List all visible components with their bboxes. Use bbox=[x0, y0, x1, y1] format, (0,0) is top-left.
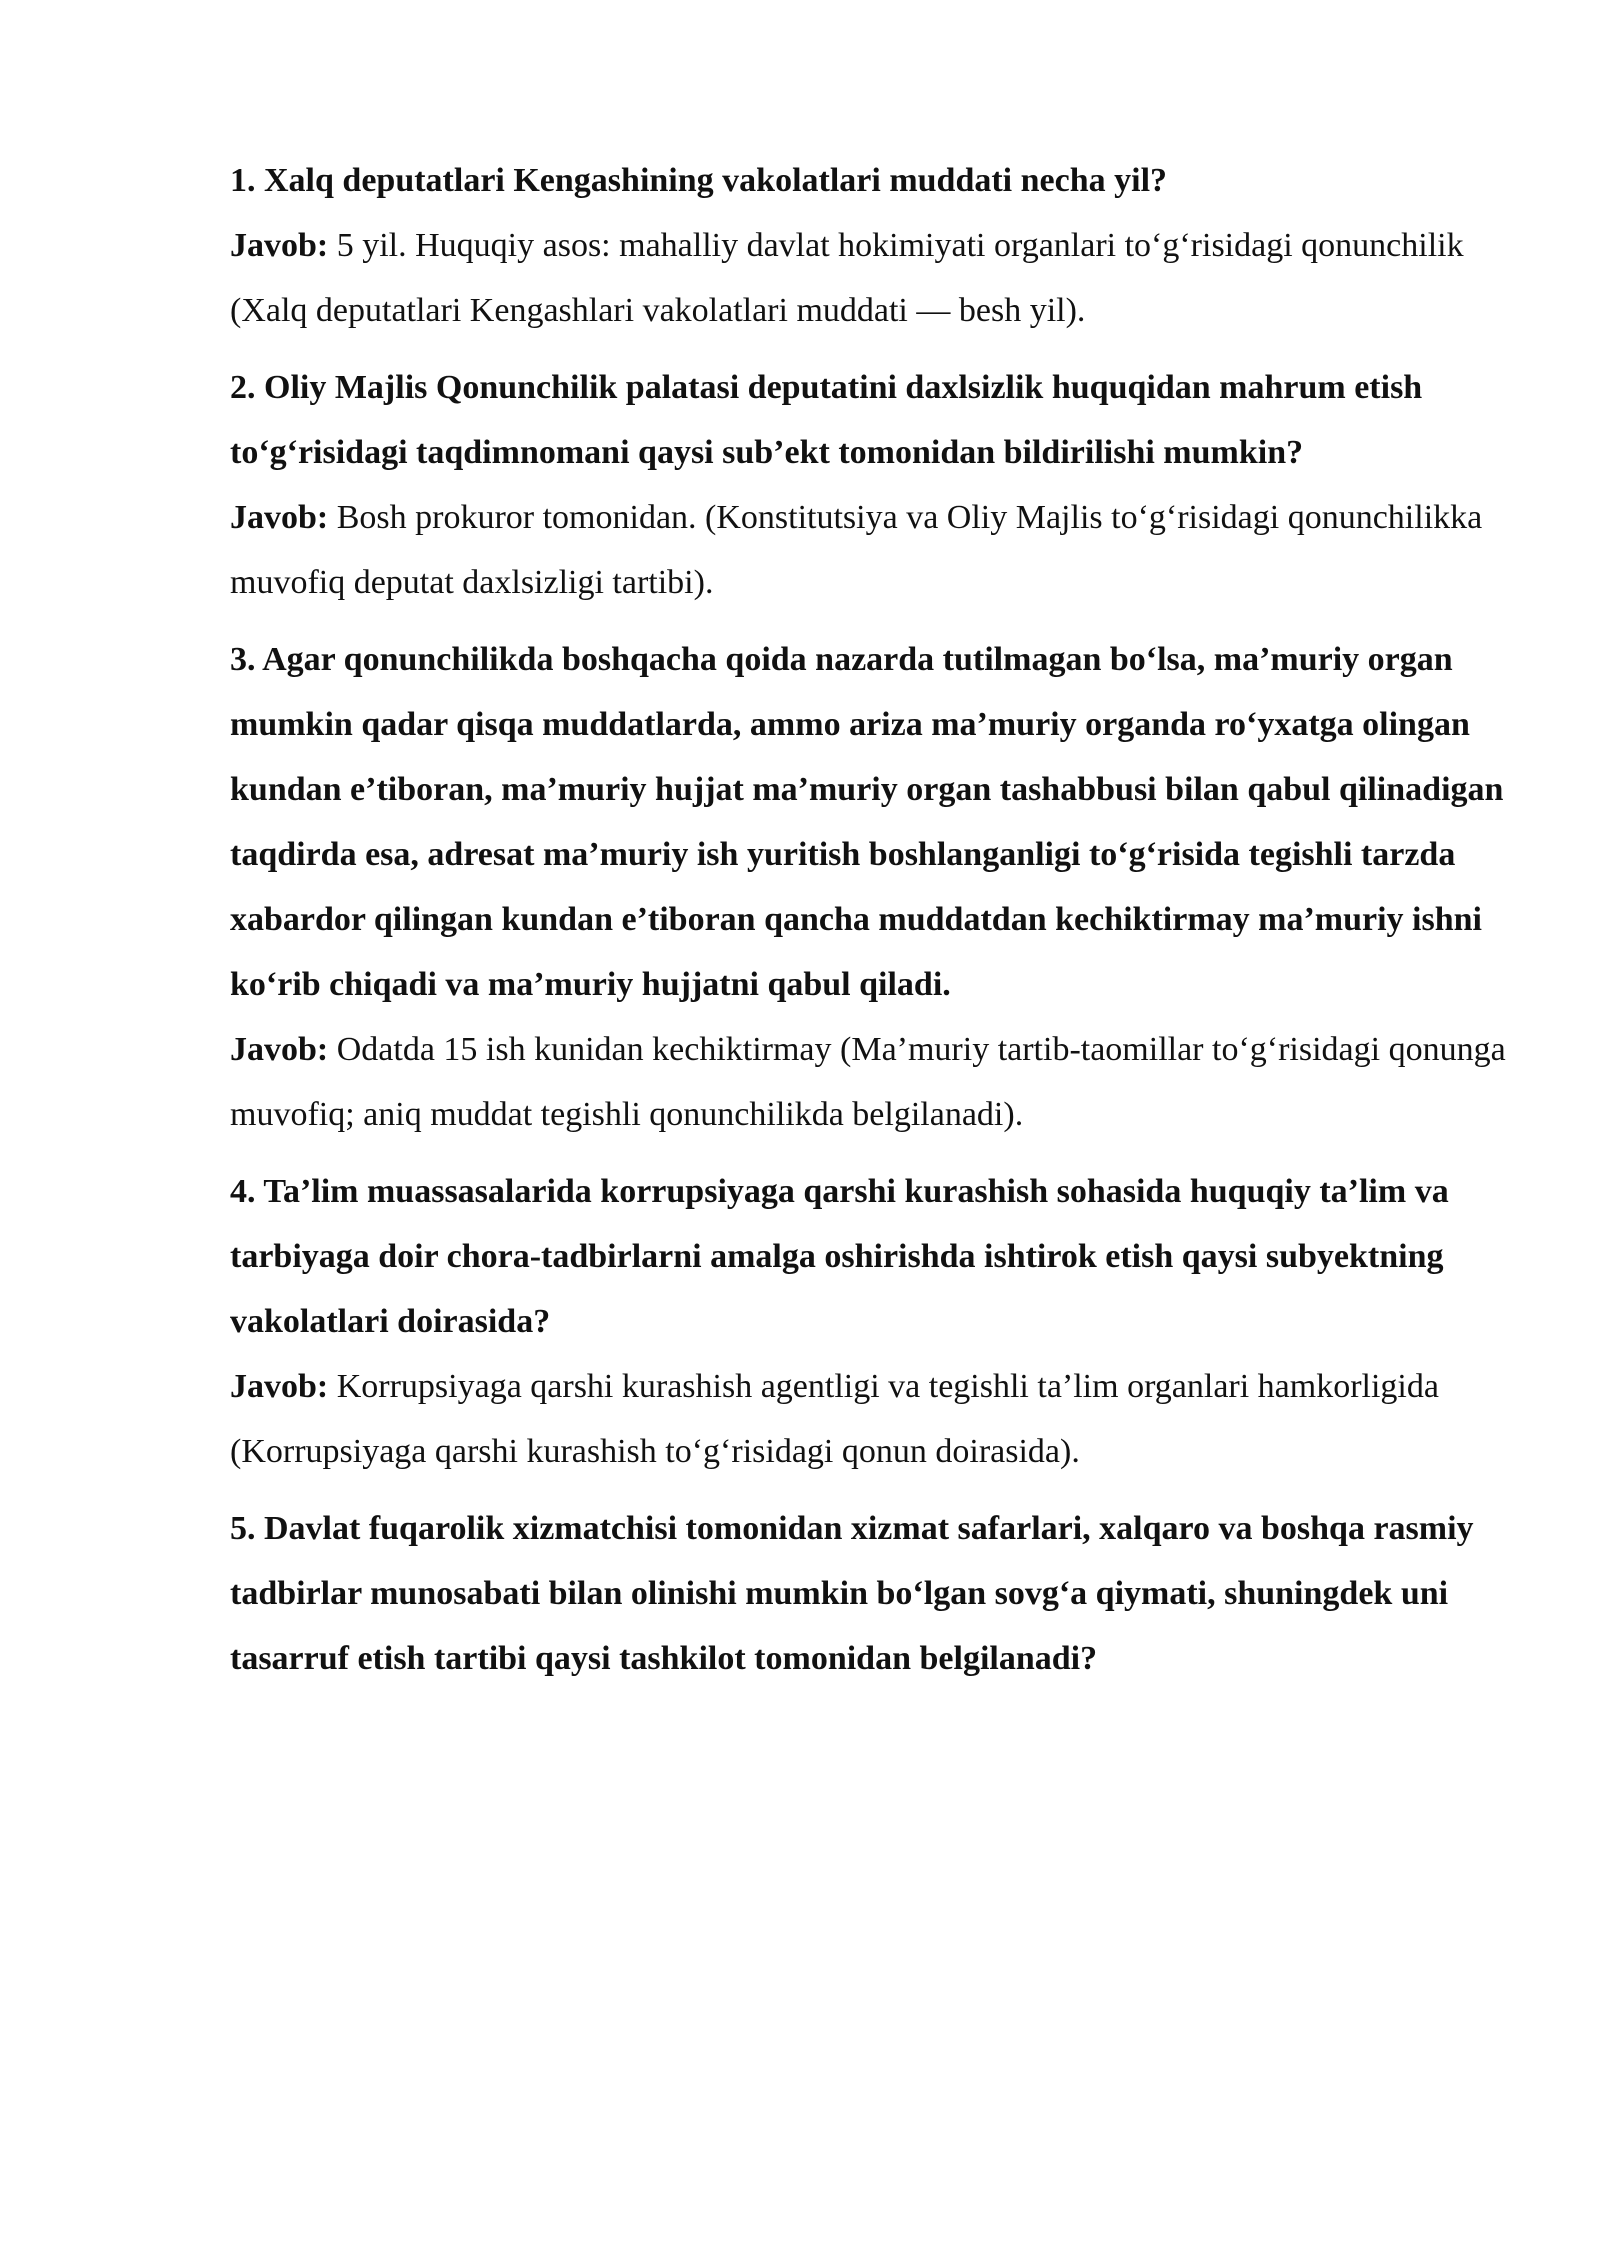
answer-2 bbox=[230, 485, 1510, 615]
answer-3 bbox=[230, 1017, 1510, 1147]
answer-text-3: Odatda 15 ish kunidan kechiktirmay (Ma’muriy tartib-taomillar to‘g‘risidagi qonunga muvofiq; aniq muddat tegishli qonunchilikda belgilanadi). bbox=[230, 1031, 1506, 1133]
question-2: 2. Oliy Majlis Qonunchilik palatasi deputatini daxlsizlik huquqidan mahrum etish to‘g‘risidagi taqdimnomani qaysi sub’ekt tomonidan bildirilishi mumkin? bbox=[230, 369, 1423, 471]
qa-item-4 bbox=[230, 1159, 1510, 1484]
answer-text-1: 5 yil. Huquqiy asos: mahalliy davlat hokimiyati organlari to‘g‘risidagi qonunchilik (Xalq deputatlari Kengashlari vakolatlari muddati — besh yil). bbox=[230, 227, 1464, 329]
answer-1 bbox=[230, 213, 1510, 343]
answer-label-3: Javob: bbox=[230, 1031, 329, 1068]
qa-item-3 bbox=[230, 627, 1510, 1147]
qa-item-1 bbox=[230, 148, 1510, 343]
question-1: 1. Xalq deputatlari Kengashining vakolatlari muddati necha yil? bbox=[230, 162, 1168, 199]
answer-text-2: Bosh prokuror tomonidan. (Konstitutsiya va Oliy Majlis to‘g‘risidagi qonunchilikka muvofiq deputat daxlsizligi tartibi). bbox=[230, 499, 1483, 601]
qa-item-2 bbox=[230, 355, 1510, 615]
qa-item-5 bbox=[230, 1496, 1510, 1691]
question-3: 3. Agar qonunchilikda boshqacha qoida nazarda tutilmagan bo‘lsa, ma’muriy organ mumkin qadar qisqa muddatlarda, ammo ariza ma’muriy organda ro‘yxatga olingan kundan e’tiboran, ma’muriy hujjat ma’muriy organ tashabbusi bilan qabul qilinadigan taqdirda esa, adresat ma’muriy ish yuritish boshlanganligi to‘g‘risida tegishli tarzda xabardor qilingan kundan e’tiboran qancha muddatdan kechiktirmay ma’muriy ishni ko‘rib chiqadi va ma’muriy hujjatni qabul qiladi. bbox=[230, 641, 1504, 1003]
document-page bbox=[230, 148, 1510, 1703]
question-5: 5. Davlat fuqarolik xizmatchisi tomonidan xizmat safarlari, xalqaro va boshqa rasmiy tadbirlar munosabati bilan olinishi mumkin bo‘lgan sovg‘a qiymati, shuningdek uni tasarruf etish tartibi qaysi tashkilot tomonidan belgilanadi? bbox=[230, 1510, 1474, 1677]
answer-label-1: Javob: bbox=[230, 227, 329, 264]
answer-4 bbox=[230, 1354, 1510, 1484]
answer-label-2: Javob: bbox=[230, 499, 329, 536]
answer-label-4: Javob: bbox=[230, 1368, 329, 1405]
question-4: 4. Ta’lim muassasalarida korrupsiyaga qarshi kurashish sohasida huquqiy ta’lim va tarbiyaga doir chora-tadbirlarni amalga oshirishda ishtirok etish qaysi subyektning vakolatlari doirasida? bbox=[230, 1173, 1449, 1340]
answer-text-4: Korrupsiyaga qarshi kurashish agentligi va tegishli ta’lim organlari hamkorligida (Korrupsiyaga qarshi kurashish to‘g‘risidagi qonun doirasida). bbox=[230, 1368, 1439, 1470]
